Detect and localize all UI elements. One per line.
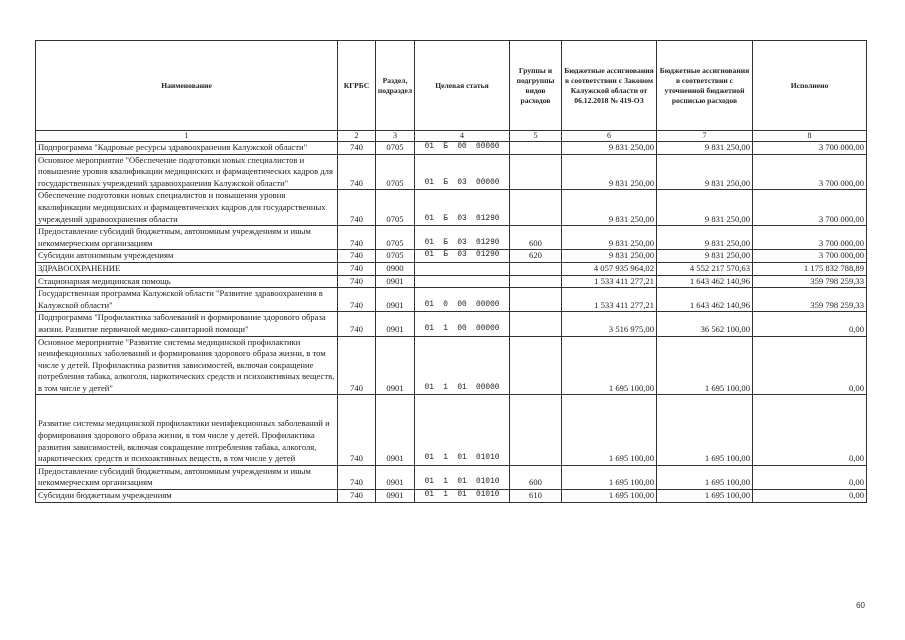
row-law: 9 831 250,00 xyxy=(562,142,657,155)
row-name: Стационарная медицинская помощь xyxy=(36,275,338,288)
row-section: 0705 xyxy=(376,190,415,226)
table-row xyxy=(36,275,867,288)
table-row xyxy=(36,226,867,250)
row-group xyxy=(510,395,562,465)
row-section: 0705 xyxy=(376,142,415,155)
row-section: 0901 xyxy=(376,395,415,465)
row-executed: 359 798 259,33 xyxy=(753,288,867,312)
row-target: 01 1 01 00000 xyxy=(415,336,510,395)
row-group xyxy=(510,336,562,395)
row-law: 9 831 250,00 xyxy=(562,250,657,263)
row-executed: 359 798 259,33 xyxy=(753,275,867,288)
column-number: 2 xyxy=(338,131,376,142)
row-name: Развитие системы медицинской профилактики неинфекционных заболеваний и формирования здорового образа жизни, в том числе у детей. Профилактика развития зависимостей, включая сокращение потребления табака, алкоголя, наркотических средств и психоактивных веществ, в том числе у детей xyxy=(36,395,338,465)
row-name: ЗДРАВООХРАНЕНИЕ xyxy=(36,262,338,275)
row-law: 1 695 100,00 xyxy=(562,465,657,489)
header-kgrbs: КГРБС xyxy=(338,41,376,131)
column-number: 5 xyxy=(510,131,562,142)
column-number: 3 xyxy=(376,131,415,142)
header-name: Наименование xyxy=(36,41,338,131)
row-schedule: 9 831 250,00 xyxy=(657,190,753,226)
header-section: Раздел, подраздел xyxy=(376,41,415,131)
row-target: 01 1 00 00000 xyxy=(415,312,510,336)
column-number: 7 xyxy=(657,131,753,142)
row-schedule: 1 643 462 140,96 xyxy=(657,275,753,288)
header-groups: Группы и подгруппы видов расходов xyxy=(510,41,562,131)
row-executed: 1 175 832 788,89 xyxy=(753,262,867,275)
row-target: 01 Б 00 00000 xyxy=(415,142,510,155)
row-kgrbs: 740 xyxy=(338,395,376,465)
column-number: 4 xyxy=(415,131,510,142)
row-section: 0900 xyxy=(376,262,415,275)
row-schedule: 36 562 100,00 xyxy=(657,312,753,336)
row-section: 0705 xyxy=(376,250,415,263)
row-kgrbs: 740 xyxy=(338,142,376,155)
row-name: Подпрограмма "Профилактика заболеваний и формирование здорового образа жизни. Развитие первичной медико-санитарной помощи" xyxy=(36,312,338,336)
row-executed: 0,00 xyxy=(753,490,867,503)
row-schedule: 9 831 250,00 xyxy=(657,226,753,250)
header-row xyxy=(36,41,867,131)
row-law: 1 533 411 277,21 xyxy=(562,288,657,312)
row-group xyxy=(510,262,562,275)
row-name: Основное мероприятие "Развитие системы медицинской профилактики неинфекционных заболеваний и формирования здорового образа жизни, в том числе у детей. Профилактика развития зависимостей, включая сокращение потребления табака, алкоголя, наркотических средств и психоактивных веществ, в том числе у детей" xyxy=(36,336,338,395)
row-kgrbs: 740 xyxy=(338,250,376,263)
row-schedule: 9 831 250,00 xyxy=(657,154,753,190)
table-row xyxy=(36,262,867,275)
header-executed: Исполнено xyxy=(753,41,867,131)
row-law: 1 695 100,00 xyxy=(562,490,657,503)
row-schedule: 9 831 250,00 xyxy=(657,142,753,155)
row-group: 610 xyxy=(510,490,562,503)
row-law: 9 831 250,00 xyxy=(562,226,657,250)
row-target xyxy=(415,275,510,288)
row-law: 1 695 100,00 xyxy=(562,336,657,395)
row-schedule: 9 831 250,00 xyxy=(657,250,753,263)
row-kgrbs: 740 xyxy=(338,226,376,250)
table-row xyxy=(36,312,867,336)
column-number-row xyxy=(36,131,867,142)
header-target: Целевая статья xyxy=(415,41,510,131)
row-kgrbs: 740 xyxy=(338,465,376,489)
row-law: 9 831 250,00 xyxy=(562,154,657,190)
row-kgrbs: 740 xyxy=(338,154,376,190)
row-section: 0901 xyxy=(376,275,415,288)
row-executed: 3 700 000,00 xyxy=(753,226,867,250)
row-group: 600 xyxy=(510,226,562,250)
table-row xyxy=(36,250,867,263)
row-schedule: 1 643 462 140,96 xyxy=(657,288,753,312)
row-group: 600 xyxy=(510,465,562,489)
row-group xyxy=(510,190,562,226)
row-law: 1 695 100,00 xyxy=(562,395,657,465)
table-row xyxy=(36,142,867,155)
row-executed: 0,00 xyxy=(753,395,867,465)
column-number: 1 xyxy=(36,131,338,142)
row-name: Основное мероприятие "Обеспечение подготовки новых специалистов и повышение уровня квалификации медицинских и фармацевтических кадров для государственных учреждений здравоохранения Калужской области" xyxy=(36,154,338,190)
row-schedule: 1 695 100,00 xyxy=(657,336,753,395)
row-executed: 3 700 000,00 xyxy=(753,154,867,190)
row-executed: 0,00 xyxy=(753,465,867,489)
column-number: 6 xyxy=(562,131,657,142)
table-row xyxy=(36,395,867,465)
row-target: 01 0 00 00000 xyxy=(415,288,510,312)
row-executed: 3 700 000,00 xyxy=(753,190,867,226)
row-target: 01 1 01 01010 xyxy=(415,490,510,503)
row-law: 3 516 975,00 xyxy=(562,312,657,336)
row-section: 0705 xyxy=(376,154,415,190)
row-executed: 0,00 xyxy=(753,336,867,395)
row-name: Обеспечение подготовки новых специалистов и повышения уровня квалификации медицинских и фармацевтических кадров для государственных учреждений здравоохранения области xyxy=(36,190,338,226)
row-target: 01 Б 03 01290 xyxy=(415,226,510,250)
header-law: Бюджетные ассигнования в соответствии с Законом Калужской области от 06.12.2018 № 419-ОЗ xyxy=(562,41,657,131)
row-section: 0901 xyxy=(376,465,415,489)
row-kgrbs: 740 xyxy=(338,336,376,395)
row-group xyxy=(510,275,562,288)
row-target xyxy=(415,262,510,275)
row-kgrbs: 740 xyxy=(338,288,376,312)
row-kgrbs: 740 xyxy=(338,190,376,226)
row-executed: 0,00 xyxy=(753,312,867,336)
row-name: Предоставление субсидий бюджетным, автономным учреждениям и иным некоммерческим организациям xyxy=(36,465,338,489)
row-kgrbs: 740 xyxy=(338,275,376,288)
row-group xyxy=(510,312,562,336)
row-law: 1 533 411 277,21 xyxy=(562,275,657,288)
row-name: Субсидии бюджетным учреждениям xyxy=(36,490,338,503)
row-schedule: 4 552 217 570,63 xyxy=(657,262,753,275)
column-number: 8 xyxy=(753,131,867,142)
row-target: 01 Б 03 00000 xyxy=(415,154,510,190)
row-section: 0901 xyxy=(376,312,415,336)
table-row xyxy=(36,465,867,489)
row-name: Субсидии автономным учреждениям xyxy=(36,250,338,263)
page-number: 60 xyxy=(856,601,865,610)
row-section: 0901 xyxy=(376,336,415,395)
row-law: 9 831 250,00 xyxy=(562,190,657,226)
row-name: Предоставление субсидий бюджетным, автономным учреждениям и иным некоммерческим организациям xyxy=(36,226,338,250)
row-schedule: 1 695 100,00 xyxy=(657,490,753,503)
row-group xyxy=(510,154,562,190)
row-name: Подпрограмма "Кадровые ресурсы здравоохранения Калужской области" xyxy=(36,142,338,155)
row-target: 01 1 01 01010 xyxy=(415,465,510,489)
row-schedule: 1 695 100,00 xyxy=(657,465,753,489)
table-row xyxy=(36,336,867,395)
table-row xyxy=(36,190,867,226)
row-target: 01 Б 03 01290 xyxy=(415,190,510,226)
budget-table xyxy=(35,40,867,503)
row-group: 620 xyxy=(510,250,562,263)
row-section: 0901 xyxy=(376,490,415,503)
row-name: Государственная программа Калужской области "Развитие здравоохранения в Калужской области" xyxy=(36,288,338,312)
row-executed: 3 700 000,00 xyxy=(753,142,867,155)
header-schedule: Бюджетные ассигнования в соответствии с уточненной бюджетной росписью расходов xyxy=(657,41,753,131)
row-executed: 3 700 000,00 xyxy=(753,250,867,263)
table-row xyxy=(36,490,867,503)
row-kgrbs: 740 xyxy=(338,262,376,275)
row-section: 0705 xyxy=(376,226,415,250)
row-group xyxy=(510,142,562,155)
table-row xyxy=(36,154,867,190)
row-kgrbs: 740 xyxy=(338,312,376,336)
row-kgrbs: 740 xyxy=(338,490,376,503)
row-target: 01 1 01 01010 xyxy=(415,395,510,465)
row-law: 4 057 935 964,02 xyxy=(562,262,657,275)
row-group xyxy=(510,288,562,312)
row-section: 0901 xyxy=(376,288,415,312)
row-schedule: 1 695 100,00 xyxy=(657,395,753,465)
row-target: 01 Б 03 01290 xyxy=(415,250,510,263)
table-row xyxy=(36,288,867,312)
